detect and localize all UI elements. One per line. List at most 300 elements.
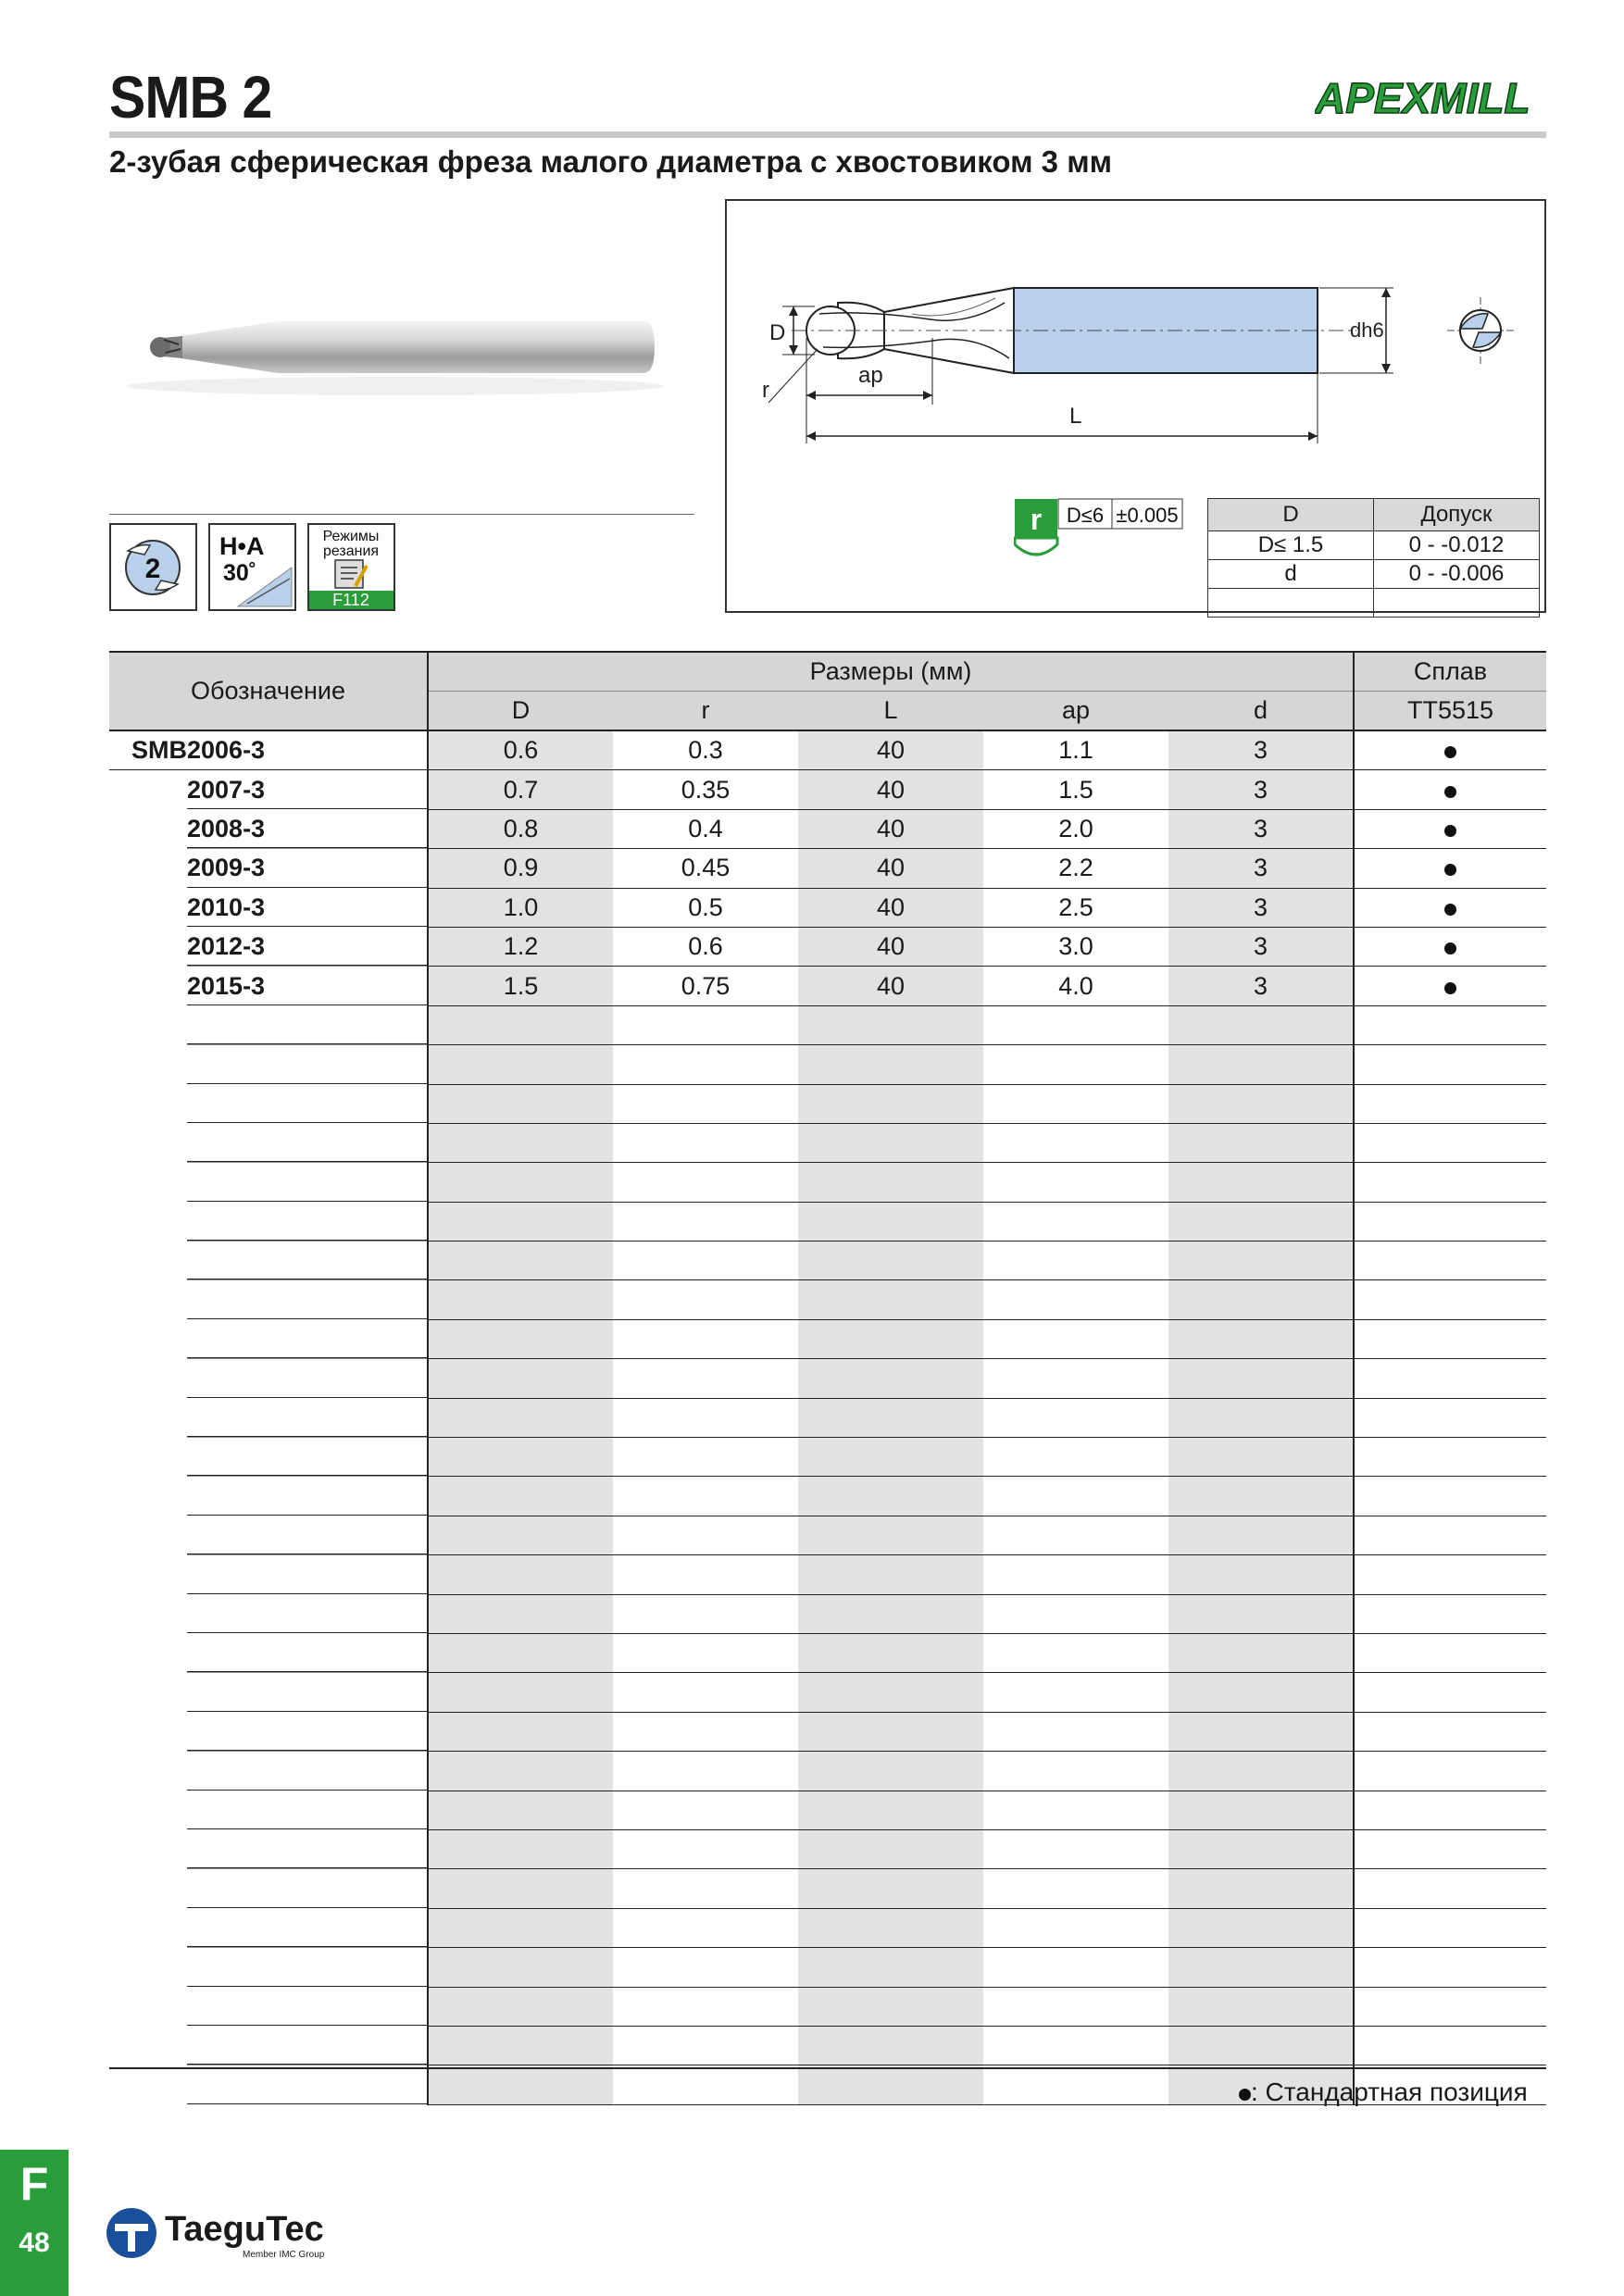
empty-cell xyxy=(1168,1791,1354,1829)
empty-cell xyxy=(613,2065,798,2104)
empty-cell xyxy=(613,1163,798,1202)
cell-r: 0.75 xyxy=(613,967,798,1005)
empty-cell xyxy=(983,1319,1168,1358)
flute-count-icon xyxy=(109,523,197,611)
cutting-conditions-icon[interactable] xyxy=(307,523,395,611)
designation-cell xyxy=(109,1202,428,1241)
cell-L: 40 xyxy=(798,730,983,770)
table-row-empty xyxy=(109,1987,1546,2026)
empty-cell xyxy=(1168,1319,1354,1358)
cell-r: 0.3 xyxy=(613,730,798,770)
empty-cell xyxy=(798,1987,983,2026)
cell-ap: 2.0 xyxy=(983,809,1168,848)
empty-cell xyxy=(798,1712,983,1751)
designation-cell xyxy=(109,888,428,927)
table-row xyxy=(109,770,1546,809)
empty-cell xyxy=(798,2065,983,2104)
empty-cell xyxy=(798,1829,983,1868)
designation-cell xyxy=(109,1869,428,1908)
empty-cell xyxy=(1168,1438,1354,1477)
empty-cell xyxy=(428,1516,613,1554)
legend xyxy=(1239,2078,1528,2107)
cell-r: 0.45 xyxy=(613,849,798,888)
empty-cell xyxy=(428,1005,613,1044)
table-row-empty xyxy=(109,1594,1546,1633)
empty-cell xyxy=(613,1123,798,1162)
tolerance-cell: D≤ 1.5 xyxy=(1208,531,1374,560)
alloy-cell xyxy=(1354,1242,1546,1280)
alloy-cell xyxy=(1354,1163,1546,1202)
cell-d: 3 xyxy=(1168,888,1354,927)
col-header-r: r xyxy=(613,692,798,731)
apexmill-logo-text: APEXMILL xyxy=(1315,74,1530,122)
cell-r: 0.5 xyxy=(613,888,798,927)
empty-cell xyxy=(798,1242,983,1280)
col-header-d: d xyxy=(1168,692,1354,731)
standard-item-dot-icon xyxy=(1444,746,1456,758)
table-row-empty xyxy=(109,1084,1546,1123)
designation-cell xyxy=(109,1987,428,2026)
table-row-empty xyxy=(109,1555,1546,1594)
alloy-cell xyxy=(1354,1359,1546,1398)
page-title: SMB 2 xyxy=(109,64,272,131)
designation-cell xyxy=(109,809,428,848)
cell-d: 3 xyxy=(1168,809,1354,848)
cell-ap: 1.1 xyxy=(983,730,1168,770)
tolerance-cell: d xyxy=(1208,560,1374,589)
empty-cell xyxy=(983,1869,1168,1908)
cutting-page-ref: F112 xyxy=(332,591,369,609)
empty-cell xyxy=(428,1908,613,1947)
empty-cell xyxy=(613,1005,798,1044)
empty-cell xyxy=(983,2065,1168,2104)
flute-count-text: 2 xyxy=(144,554,161,584)
designation-cell xyxy=(109,1908,428,1947)
alloy-cell xyxy=(1354,1829,1546,1868)
end-view xyxy=(1447,297,1514,364)
cell-d: 3 xyxy=(1168,967,1354,1005)
cell-d: 3 xyxy=(1168,927,1354,966)
helix-angle-icon xyxy=(208,523,296,611)
designation-cell xyxy=(109,1045,428,1084)
empty-cell xyxy=(983,1555,1168,1594)
empty-cell xyxy=(798,1319,983,1358)
r-tolerance-value: ±0.005 xyxy=(1116,504,1179,527)
table-row-empty xyxy=(109,1242,1546,1280)
alloy-cell xyxy=(1354,730,1546,770)
empty-cell xyxy=(1168,1869,1354,1908)
empty-cell xyxy=(613,1869,798,1908)
table-row-empty xyxy=(109,1398,1546,1437)
table-row-empty xyxy=(109,1163,1546,1202)
standard-item-dot-icon xyxy=(1444,942,1456,955)
alloy-grade-header: TT5515 xyxy=(1354,692,1546,731)
empty-cell xyxy=(613,1280,798,1319)
empty-cell xyxy=(428,1829,613,1868)
cell-D: 1.5 xyxy=(428,967,613,1005)
table-row xyxy=(109,809,1546,848)
empty-cell xyxy=(1168,1633,1354,1672)
table-row-empty xyxy=(109,1202,1546,1241)
taegutec-logo xyxy=(104,2203,344,2263)
designation-cell xyxy=(109,1438,428,1477)
table-row-empty xyxy=(109,1477,1546,1516)
cell-D: 0.6 xyxy=(428,730,613,770)
empty-cell xyxy=(613,1908,798,1947)
col-header-L: L xyxy=(798,692,983,731)
empty-cell xyxy=(983,2026,1168,2065)
alloy-cell xyxy=(1354,1752,1546,1791)
empty-cell xyxy=(428,1948,613,1987)
table-row-empty xyxy=(109,1673,1546,1712)
empty-cell xyxy=(428,1633,613,1672)
empty-cell xyxy=(428,1791,613,1829)
empty-cell xyxy=(428,1987,613,2026)
table-row-empty xyxy=(109,1319,1546,1358)
legend-text: : Стандартная позиция xyxy=(1251,2078,1528,2106)
empty-cell xyxy=(983,1163,1168,1202)
empty-cell xyxy=(1168,1948,1354,1987)
col-header-D: D xyxy=(428,692,613,731)
empty-cell xyxy=(613,1438,798,1477)
empty-cell xyxy=(428,2065,613,2104)
alloy-cell xyxy=(1354,809,1546,848)
empty-cell xyxy=(428,1084,613,1123)
empty-cell xyxy=(983,1005,1168,1044)
table-row-empty xyxy=(109,1359,1546,1398)
empty-cell xyxy=(983,1084,1168,1123)
empty-cell xyxy=(613,1359,798,1398)
empty-cell xyxy=(1168,1555,1354,1594)
empty-cell xyxy=(983,1712,1168,1751)
empty-cell xyxy=(798,1555,983,1594)
empty-cell xyxy=(1168,1477,1354,1516)
alloy-cell xyxy=(1354,849,1546,888)
empty-cell xyxy=(983,1359,1168,1398)
alloy-cell xyxy=(1354,1045,1546,1084)
alloy-cell xyxy=(1354,1948,1546,1987)
empty-cell xyxy=(798,1045,983,1084)
cell-r: 0.4 xyxy=(613,809,798,848)
empty-cell xyxy=(613,1084,798,1123)
tolerance-cell xyxy=(1374,589,1540,618)
cell-ap: 3.0 xyxy=(983,927,1168,966)
alloy-cell xyxy=(1354,770,1546,809)
empty-cell xyxy=(798,1948,983,1987)
designation-code: 2009-3 xyxy=(187,854,266,882)
empty-cell xyxy=(983,1398,1168,1437)
empty-cell xyxy=(1168,1516,1354,1554)
designation-cell xyxy=(109,1555,428,1594)
empty-cell xyxy=(1168,1752,1354,1791)
empty-cell xyxy=(428,1752,613,1791)
page-subtitle: 2-зубая сферическая фреза малого диаметра с хвостовиком 3 мм xyxy=(109,144,1113,179)
alloy-cell xyxy=(1354,1869,1546,1908)
table-row-empty xyxy=(109,1516,1546,1554)
designation-cell xyxy=(109,1829,428,1868)
empty-cell xyxy=(983,1594,1168,1633)
cell-r: 0.6 xyxy=(613,927,798,966)
cell-ap: 1.5 xyxy=(983,770,1168,809)
alloy-cell xyxy=(1354,2026,1546,2065)
designation-cell xyxy=(109,967,428,1005)
empty-cell xyxy=(428,1398,613,1437)
standard-item-dot-icon xyxy=(1444,982,1456,994)
photo-rule xyxy=(109,514,694,515)
cell-r: 0.35 xyxy=(613,770,798,809)
dim-L-label: L xyxy=(1069,404,1082,429)
alloy-cell xyxy=(1354,1123,1546,1162)
table-row-empty xyxy=(109,1791,1546,1829)
empty-cell xyxy=(613,1791,798,1829)
empty-cell xyxy=(613,1555,798,1594)
empty-cell xyxy=(428,1319,613,1358)
empty-cell xyxy=(983,1516,1168,1554)
empty-cell xyxy=(798,1398,983,1437)
table-row-empty xyxy=(109,1948,1546,1987)
empty-cell xyxy=(1168,1673,1354,1712)
empty-cell xyxy=(798,1673,983,1712)
empty-cell xyxy=(798,1752,983,1791)
alloy-cell xyxy=(1354,1005,1546,1044)
empty-cell xyxy=(798,1633,983,1672)
empty-cell xyxy=(1168,1123,1354,1162)
alloy-cell xyxy=(1354,927,1546,966)
empty-cell xyxy=(798,1202,983,1241)
alloy-cell xyxy=(1354,1398,1546,1437)
designation-cell xyxy=(109,1712,428,1751)
designation-code: 2012-3 xyxy=(187,932,266,961)
empty-cell xyxy=(428,1869,613,1908)
dim-D-label: D xyxy=(769,320,786,345)
empty-cell xyxy=(983,1045,1168,1084)
cell-D: 1.0 xyxy=(428,888,613,927)
empty-cell xyxy=(798,1163,983,1202)
empty-cell xyxy=(613,1477,798,1516)
table-row-empty xyxy=(109,1908,1546,1947)
alloy-cell xyxy=(1354,1084,1546,1123)
empty-cell xyxy=(1168,1594,1354,1633)
empty-cell xyxy=(428,1280,613,1319)
empty-cell xyxy=(428,1594,613,1633)
empty-cell xyxy=(613,2026,798,2065)
section-letter: F xyxy=(19,2158,49,2210)
empty-cell xyxy=(428,1555,613,1594)
designation-cell xyxy=(109,1005,428,1044)
designation-code: 2008-3 xyxy=(187,814,266,842)
empty-cell xyxy=(983,1280,1168,1319)
empty-cell xyxy=(798,1477,983,1516)
empty-cell xyxy=(428,1477,613,1516)
cell-L: 40 xyxy=(798,770,983,809)
empty-cell xyxy=(1168,1398,1354,1437)
header-rule xyxy=(109,131,1546,138)
designation-cell xyxy=(109,1242,428,1280)
cell-ap: 2.2 xyxy=(983,849,1168,888)
empty-cell xyxy=(1168,1908,1354,1947)
table-row xyxy=(109,888,1546,927)
cell-L: 40 xyxy=(798,967,983,1005)
alloy-cell xyxy=(1354,1987,1546,2026)
cell-L: 40 xyxy=(798,809,983,848)
tolerance-table xyxy=(1207,498,1540,618)
cell-L: 40 xyxy=(798,927,983,966)
empty-cell xyxy=(1168,1045,1354,1084)
alloy-cell xyxy=(1354,1673,1546,1712)
table-row xyxy=(109,849,1546,888)
alloy-cell xyxy=(1354,1633,1546,1672)
cell-D: 0.9 xyxy=(428,849,613,888)
designation-cell xyxy=(109,1359,428,1398)
r-badge: r xyxy=(1030,503,1043,536)
empty-cell xyxy=(613,1987,798,2026)
dimensions-header: Размеры (мм) xyxy=(428,652,1354,692)
empty-cell xyxy=(613,1712,798,1751)
standard-item-dot-icon xyxy=(1444,825,1456,837)
empty-cell xyxy=(428,1712,613,1751)
table-row-empty xyxy=(109,1869,1546,1908)
empty-cell xyxy=(613,1242,798,1280)
dim-r-label: r xyxy=(762,378,769,403)
alloy-cell xyxy=(1354,967,1546,1005)
empty-cell xyxy=(428,1438,613,1477)
designation-cell xyxy=(109,849,428,888)
designation-code: 2015-3 xyxy=(187,971,266,1000)
designation-cell xyxy=(109,1791,428,1829)
empty-cell xyxy=(983,1829,1168,1868)
designation-cell xyxy=(109,2026,428,2065)
empty-cell xyxy=(613,1673,798,1712)
table-row-empty xyxy=(109,1123,1546,1162)
empty-cell xyxy=(613,1045,798,1084)
cell-D: 0.7 xyxy=(428,770,613,809)
designation-code: 2010-3 xyxy=(187,892,266,921)
dim-ap-label: ap xyxy=(858,363,883,388)
tolerance-cell: 0 - -0.012 xyxy=(1374,531,1540,560)
empty-cell xyxy=(983,1908,1168,1947)
table-row-empty xyxy=(109,1712,1546,1751)
empty-cell xyxy=(798,1084,983,1123)
empty-cell xyxy=(798,1005,983,1044)
empty-cell xyxy=(983,1242,1168,1280)
designation-cell xyxy=(109,730,428,770)
empty-cell xyxy=(798,1359,983,1398)
cutting-label-2: резания xyxy=(322,543,380,559)
empty-cell xyxy=(1168,1280,1354,1319)
tolerance-cell: 0 - -0.006 xyxy=(1374,560,1540,589)
empty-cell xyxy=(613,1398,798,1437)
empty-cell xyxy=(1168,1202,1354,1241)
empty-cell xyxy=(798,1438,983,1477)
empty-cell xyxy=(613,1829,798,1868)
empty-cell xyxy=(983,1987,1168,2026)
designation-cell xyxy=(109,1280,428,1319)
section-tab xyxy=(0,2150,69,2296)
empty-cell xyxy=(428,1163,613,1202)
empty-cell xyxy=(428,1202,613,1241)
table-row-empty xyxy=(109,2026,1546,2065)
designation-cell xyxy=(109,1673,428,1712)
designation-cell xyxy=(109,1633,428,1672)
empty-cell xyxy=(983,1438,1168,1477)
alloy-cell xyxy=(1354,1555,1546,1594)
table-row-empty xyxy=(109,1005,1546,1044)
empty-cell xyxy=(428,1045,613,1084)
standard-item-dot-icon xyxy=(1239,2089,1251,2101)
empty-cell xyxy=(983,1633,1168,1672)
empty-cell xyxy=(613,1202,798,1241)
r-tolerance-condition: D≤6 xyxy=(1066,504,1105,527)
empty-cell xyxy=(613,1752,798,1791)
empty-cell xyxy=(1168,1987,1354,2026)
empty-cell xyxy=(1168,1359,1354,1398)
designation-cell xyxy=(109,1084,428,1123)
cell-L: 40 xyxy=(798,849,983,888)
empty-cell xyxy=(983,1477,1168,1516)
designation-cell xyxy=(109,1516,428,1554)
alloy-cell xyxy=(1354,1594,1546,1633)
designation-cell xyxy=(109,1752,428,1791)
col-header-ap: ap xyxy=(983,692,1168,731)
standard-item-dot-icon xyxy=(1444,904,1456,916)
tolerance-header-dopusk: Допуск xyxy=(1374,499,1540,531)
helix-label: H•A xyxy=(219,532,265,560)
designation-header: Обозначение xyxy=(109,652,428,730)
cell-D: 0.8 xyxy=(428,809,613,848)
designation-cell xyxy=(109,1123,428,1162)
table-row-empty xyxy=(109,1752,1546,1791)
alloy-cell xyxy=(1354,888,1546,927)
alloy-cell xyxy=(1354,1319,1546,1358)
cell-L: 40 xyxy=(798,888,983,927)
empty-cell xyxy=(798,2026,983,2065)
table-row-empty xyxy=(109,1829,1546,1868)
table-row-empty xyxy=(109,1280,1546,1319)
designation-cell xyxy=(109,1398,428,1437)
product-table xyxy=(109,651,1546,2105)
empty-cell xyxy=(428,1123,613,1162)
empty-cell xyxy=(983,1752,1168,1791)
empty-cell xyxy=(1168,1084,1354,1123)
empty-cell xyxy=(798,1869,983,1908)
table-row xyxy=(109,730,1546,770)
alloy-header: Сплав xyxy=(1354,652,1546,692)
table-row xyxy=(109,967,1546,1005)
cell-D: 1.2 xyxy=(428,927,613,966)
empty-cell xyxy=(983,1202,1168,1241)
designation-cell xyxy=(109,927,428,966)
empty-cell xyxy=(428,1242,613,1280)
table-row xyxy=(109,927,1546,966)
designation-cell xyxy=(109,1594,428,1633)
empty-cell xyxy=(613,1594,798,1633)
designation-cell xyxy=(109,2065,428,2104)
empty-cell xyxy=(1168,1829,1354,1868)
empty-cell xyxy=(1168,2026,1354,2065)
table-row-empty xyxy=(109,1633,1546,1672)
table-row-empty xyxy=(109,1045,1546,1084)
dim-dh6-label: dh6 xyxy=(1350,318,1384,342)
standard-item-dot-icon xyxy=(1444,786,1456,798)
empty-cell xyxy=(1168,1242,1354,1280)
alloy-cell xyxy=(1354,1477,1546,1516)
empty-cell xyxy=(983,1948,1168,1987)
empty-cell xyxy=(428,1673,613,1712)
standard-item-dot-icon xyxy=(1444,864,1456,876)
empty-cell xyxy=(613,1516,798,1554)
empty-cell xyxy=(428,2026,613,2065)
tolerance-header-D: D xyxy=(1208,499,1374,531)
